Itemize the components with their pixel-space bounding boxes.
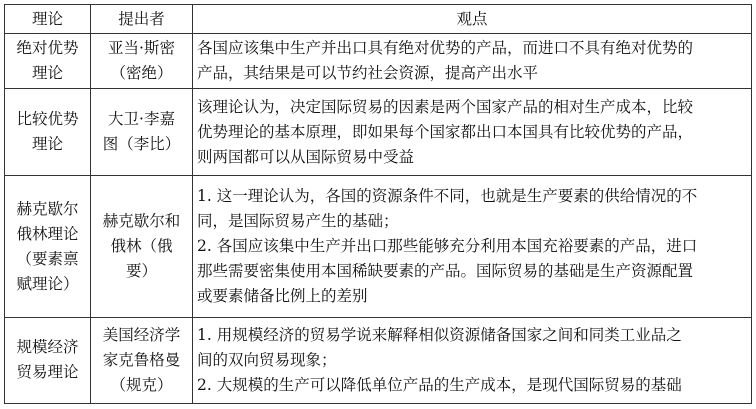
table-row [5,89,752,176]
author-line: 赫克歇尔和 [102,212,181,231]
table-row [5,176,752,317]
theory-line: （要素禀 [16,249,79,268]
trade-theory-table [4,4,752,404]
theory-table-container [4,4,751,404]
theory-cell [5,89,91,176]
author-line: 亚当·斯密 [108,39,175,58]
table-row [5,34,752,89]
theory-line: 比较优势 [16,110,79,129]
view-cell [193,176,752,317]
view-line: 间的双向贸易现象； [197,350,337,369]
theory-cell [5,317,91,403]
theory-line: 理论 [31,135,63,154]
view-line: 1. 这一理论认为，各国的资源条件不同，也就是生产要素的供给情况的不 [197,187,698,206]
author-line: 图（李比） [102,135,181,154]
view-line: 2. 各国应该集中生产并出口那些能够充分利用本国充裕要素的产品，进口 [197,237,698,256]
view-line: 同，是国际贸易产生的基础； [197,212,399,231]
theory-line: 理论 [31,64,63,83]
view-cell [193,34,752,89]
author-cell [91,34,193,89]
view-line: 2. 大规模的生产可以降低单位产品的生产成本，是现代国际贸易的基础 [197,375,682,394]
author-cell [91,317,193,403]
view-cell [193,317,752,403]
view-line: 产品，其结果是可以节约社会资源，提高产出水平 [197,64,539,83]
theory-line: 俄林理论 [16,224,79,243]
author-line: 大卫·李嘉 [108,110,175,129]
author-line: 美国经济学 [102,325,181,344]
author-line: 俄林（俄 [110,237,173,256]
theory-line: 赋理论） [16,274,79,293]
theory-line: 赫克歇尔 [16,199,79,218]
author-cell [91,176,193,317]
theory-line: 规模经济 [16,338,79,357]
header-theory: 理论 [5,5,91,34]
view-line: 该理论认为，决定国际贸易的因素是两个国家产品的相对生产成本，比较 [197,97,694,116]
author-line: （密绝） [110,64,173,83]
table-header-row [5,5,752,34]
author-line: 家克鲁格曼 [102,350,181,369]
theory-cell [5,176,91,317]
theory-line: 贸易理论 [16,363,79,382]
view-line: 1. 用规模经济的贸易学说来解释相似资源储备国家之间和同类工业品之 [197,325,682,344]
header-author: 提出者 [91,5,193,34]
author-line: （规克） [110,375,173,394]
theory-line: 绝对优势 [16,39,79,58]
view-line: 则两国都可以从国际贸易中受益 [197,147,415,166]
view-line: 优势理论的基本原理，即如果每个国家都出口本国具有比较优势的产品， [197,122,694,141]
view-line: 或要素储备比例上的差别 [197,287,368,306]
author-line: 要） [125,262,157,281]
view-line: 那些需要密集使用本国稀缺要素的产品。国际贸易的基础是生产资源配置 [197,262,694,281]
theory-cell [5,34,91,89]
view-cell [193,89,752,176]
table-row [5,317,752,403]
header-view: 观点 [193,5,752,34]
view-line: 各国应该集中生产并出口具有绝对优势的产品，而进口不具有绝对优势的 [197,39,694,58]
author-cell [91,89,193,176]
